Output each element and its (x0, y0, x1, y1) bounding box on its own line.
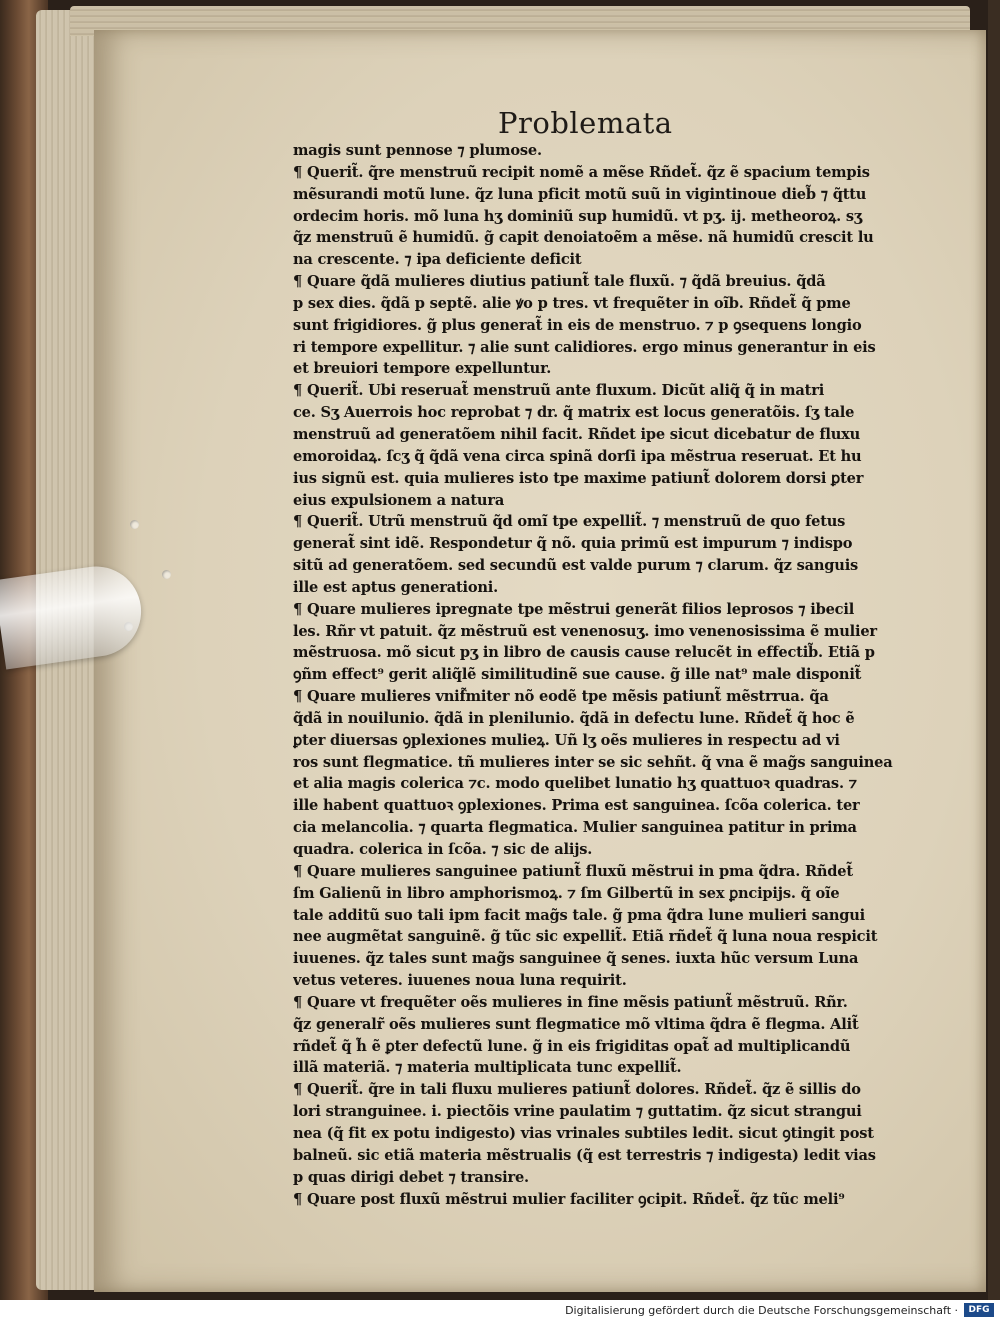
text-line: ille habent quattuoꝛ ꝯplexiones. Prima est sanguinea. ſcõa colerica. ter (293, 797, 860, 815)
wormhole-mark (130, 520, 139, 529)
text-line: ¶ Quare mulieres sanguinee patiunt̃ fluxũ mẽstrui in pma q̃dra. Rñdet̃ (293, 862, 853, 880)
text-line: mẽsurandi motũ lune. q̃z luna pficit motũ suũ in vigintinoue dieb̃ ⁊ q̃ttu (293, 185, 867, 203)
text-line: p sex dies. q̃dã p septẽ. alie ꝟo p tres. vt frequẽter in oĩb. Rñdet̃ q̃ pme (293, 294, 851, 312)
text-line: balneũ. sic etiã materia mẽstrualis (q̃ est terrestris ⁊ indigesta) ledit vias (293, 1146, 876, 1164)
text-line: generat̃ sint idẽ. Respondetur q̃ nõ. quia primũ est impurum ⁊ indispo (293, 535, 853, 553)
text-line: illã materiã. ⁊ materia multiplicata tunc expellit̃. (293, 1059, 682, 1077)
text-line: ce. Sʒ Auerrois hoc reprobat ⁊ dr. q̃ matrix est locus generatõis. ſʒ tale (293, 404, 855, 422)
text-line: les. Rñr vt patuit. q̃z mẽstruũ est venenosuʒ. imo venenosissima ẽ mulier (293, 622, 877, 640)
text-line: p quas dirigi debet ⁊ transire. (293, 1168, 529, 1186)
text-line: sitũ ad generatõem. sed secundũ est valde purum ⁊ clarum. q̃z sanguis (293, 557, 859, 575)
text-line: ¶ Quare post fluxũ mẽstrui mulier faciliter ꝯcipit. Rñdet̃. q̃z tũc meli⁹ (293, 1190, 845, 1208)
dfg-logo: DFG (964, 1303, 994, 1317)
text-line: ſm Galienũ in libro amphorismoꝝ. ⁊ ſm Gilbertũ in sex ꝑncipijs. q̃ oĩe (293, 884, 840, 902)
text-line: ¶ Quare vt frequẽter oẽs mulieres in fine mẽsis patiunt̃ mẽstruũ. Rñr. (293, 993, 848, 1011)
text-line: nee augmẽtat sanguinẽ. g̃ tũc sic expellit̃. Etiã rñdet̃ q̃ luna noua respicit (293, 928, 878, 946)
text-line: eius expulsionem a natura (293, 491, 505, 509)
text-line: ille est aptus generationi. (293, 578, 499, 596)
text-line: ¶ Quare mulieres ipregnate tpe mẽstrui generãt filios leprosos ⁊ ibecil (293, 600, 855, 618)
text-line: ꝑter diuersas ꝯplexiones mulieꝝ. Uñ lʒ oẽs mulieres in respectu ad vi (293, 731, 840, 749)
text-line: ius signũ est. quia mulieres isto tpe maxime patiunt̃ dolorem dorsi ꝑter (293, 469, 864, 487)
text-line: emoroidaꝝ. ſcʒ q̃ q̃dã vena circa spinã dorſi ipa mẽstrua reseruat. Et hu (293, 447, 862, 465)
text-line: tale additũ suo tali ipm facit mag̃s tale. g̃ pma q̃dra lune mulieri sangui (293, 906, 866, 924)
text-line: ¶ Quare q̃dã mulieres diutius patiunt̃ tale fluxũ. ⁊ q̃dã breuius. q̃dã (293, 273, 826, 291)
wormhole-mark (162, 570, 171, 579)
text-line: ¶ Querit̃. Utrũ menstruũ q̃d omĩ tpe expellit̃. ⁊ menstruũ de quo fetus (293, 513, 846, 531)
footer-bar (0, 1300, 1000, 1321)
text-line: nea (q̃ fit ex potu indigesto) vias vrinales subtiles ledit. sicut ꝯtingit post (293, 1124, 874, 1142)
text-line: magis sunt pennose ⁊ plumose. (293, 142, 542, 159)
text-line: quadra. colerica in ſcõa. ⁊ sic de alijs. (293, 841, 593, 858)
text-line: na crescente. ⁊ ipa deficiente deficit (293, 251, 582, 269)
right-edge (988, 0, 1000, 1300)
text-block (293, 140, 908, 1210)
text-line: q̃dã in nouilunio. q̃dã in plenilunio. q̃dã in defectu lune. Rñdet̃ q̃ hoc ẽ (293, 709, 855, 727)
text-line: et breuiori tempore expelluntur. (293, 360, 552, 378)
text-line: lori stranguinee. i. piectõis vrine paulatim ⁊ guttatim. q̃z sicut strangui (293, 1103, 862, 1121)
text-line: cia melancolia. ⁊ quarta flegmatica. Mulier sanguinea patitur in prima (293, 819, 857, 837)
text-line: mẽstruosa. mõ sicut pʒ in libro de causis cause relucẽt in effectib̃. Etiã p (293, 644, 875, 662)
text-line: sunt frigidiores. g̃ plus generat̃ in eis de menstruo. ⁊ p ꝯsequens longio (293, 316, 862, 334)
funding-credit: Digitalisierung gefördert durch die Deutsche Forschungsgemeinschaft · (565, 1304, 958, 1317)
text-line: ꝯñm effect⁹ gerit aliq̃lẽ similitudinẽ sue cause. g̃ ille nat⁹ male disponit̃ (293, 666, 862, 684)
running-title: Problemata (498, 106, 673, 140)
text-line: ri tempore expellitur. ⁊ alie sunt calidiores. ergo minus generantur in eis (293, 338, 876, 356)
text-line: rñdet̃ q̃ h̃ ẽ ꝑter defectũ lune. g̃ in eis frigiditas opat̃ ad multiplicandũ (293, 1037, 851, 1055)
text-line: menstruũ ad generatõem nihil facit. Rñdet ipe sicut dicebatur de fluxu (293, 425, 861, 443)
text-line: et alia magis colerica ⁊c. modo quelibet lunatio hʒ quattuoꝛ quadras. ⁊ (293, 775, 857, 793)
text-line: ros sunt flegmatice. tñ mulieres inter se sic sehñt. q̃ vna ẽ mag̃s sanguinea (293, 753, 893, 771)
text-line: q̃z menstruũ ẽ humidũ. g̃ capit denoiatoẽm a mẽse. nã humidũ crescit lu (293, 229, 874, 247)
text-line: ¶ Querit̃. q̃re in tali fluxu mulieres patiunt̃ dolores. Rñdet̃. q̃z ẽ sillis do (293, 1081, 861, 1099)
text-line: ¶ Querit̃. Ubi reseruat̃ menstruũ ante fluxum. Dicũt aliq̃ q̃ in matri (293, 382, 825, 400)
text-line: iuuenes. q̃z tales sunt mag̃s sanguinee q̃ senes. iuxta hũc versum Luna (293, 950, 859, 968)
text-line: ordecim horis. mõ luna hʒ dominiũ sup humidũ. vt pʒ. ij. metheoroꝝ. sʒ (293, 207, 862, 225)
text-line: ¶ Quare mulieres vnif̃miter nõ eodẽ tpe mẽsis patiunt̃ mẽstrrua. q̃a (293, 688, 829, 706)
text-line: q̃z generalr̃ oẽs mulieres sunt flegmatice mõ vltima q̃dra ẽ flegma. Alit̃ (293, 1015, 859, 1033)
text-line: vetus veteres. iuuenes noua luna requirit. (293, 972, 627, 990)
text-line: ¶ Querit̃. q̃re menstruũ recipit nomẽ a mẽse Rñdet̃. q̃z ẽ spacium tempis (293, 163, 870, 181)
